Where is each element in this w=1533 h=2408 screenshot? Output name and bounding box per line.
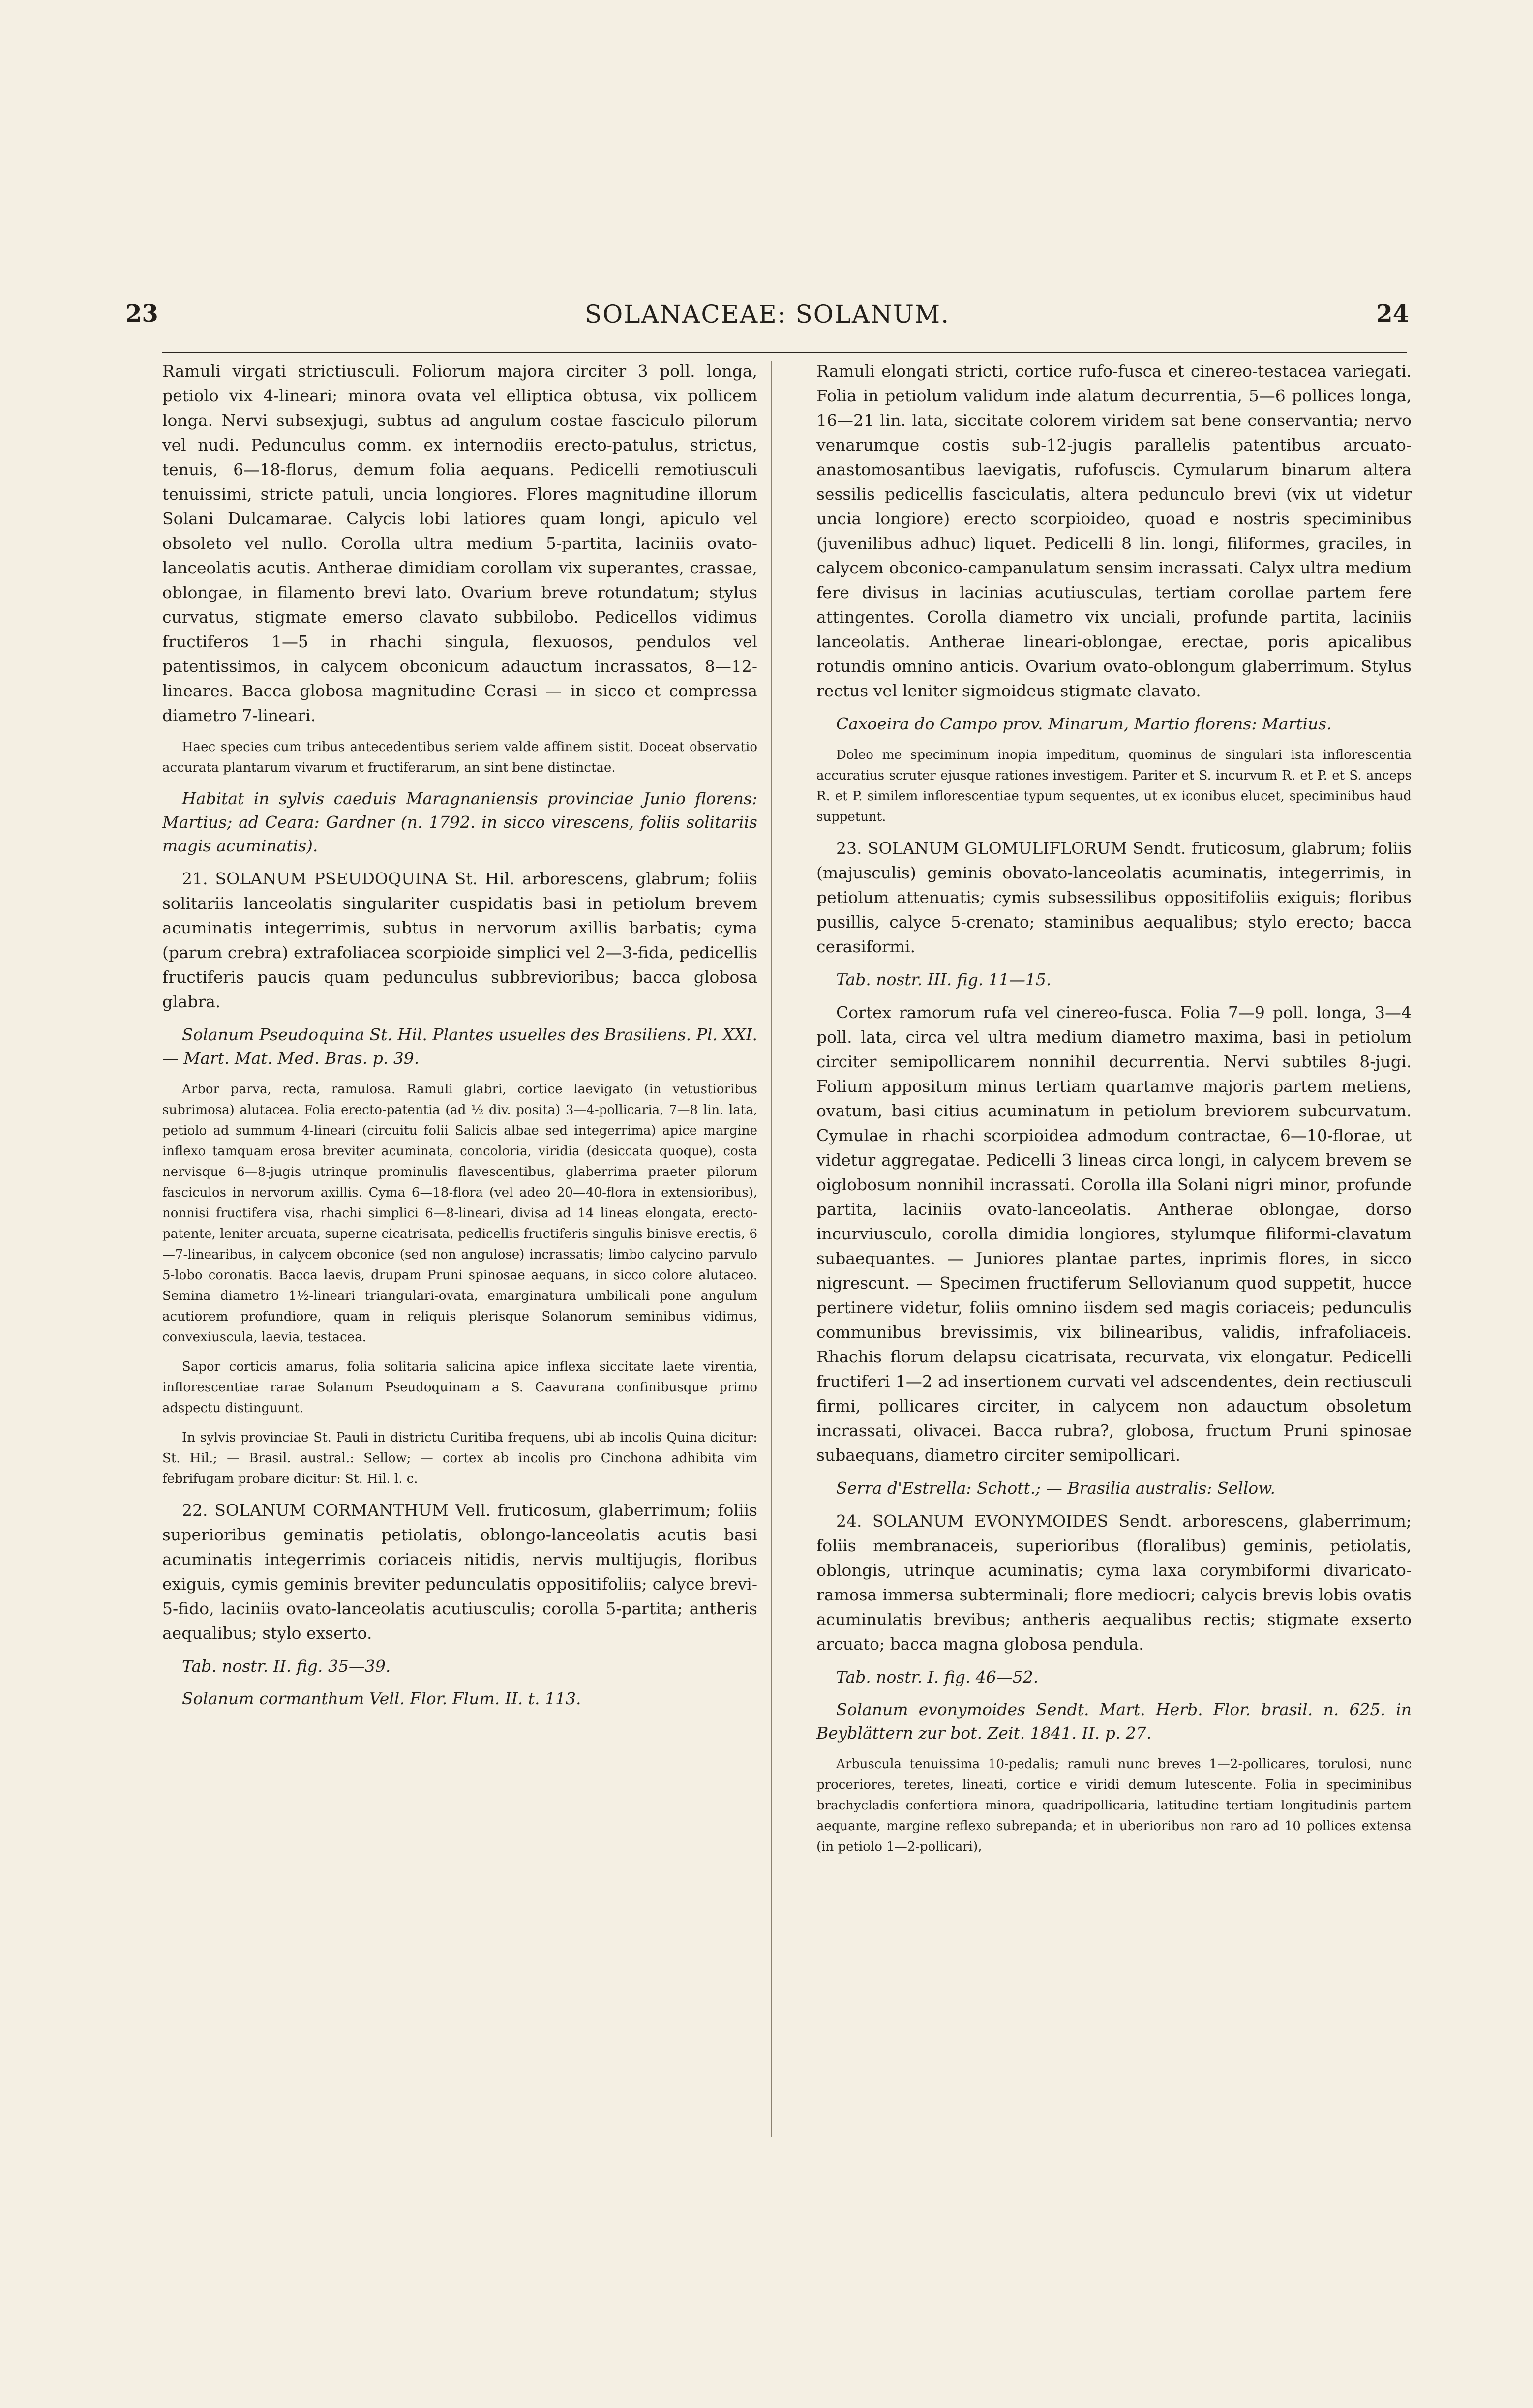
paragraph: In sylvis provinciae St. Pauli in districtu Curitiba frequens, ubi ab incolis Quina dicitur: St. Hil.; — Brasil. austral.: Sellow; — cortex ab incolis pro Cinchona adhibita vim febrifugam probare dicitur: St. Hil. l. c. [162, 1430, 757, 1486]
paragraph: Ramuli virgati strictiusculi. Foliorum majora circiter 3 poll. longa, petiolo vix 4-lineari; minora ovata vel elliptica obtusa, vix pollicem longa. Nervi subsexjugi, subtus ad angulum costae fasciculo pilorum vel nudi. Pedunculus comm. ex internodiis erecto-patulus, strictus, tenuis, 6—18-florus, demum folia aequans. Pedicelli remotiusculi tenuissimi, stricte patuli, uncia longiores. Flores magnitudine illorum Solani Dulcamarae. Calycis lobi latiores quam longi, apiculo vel obsoleto vel nullo. Corolla ultra medium 5-partita, laciniis ovato-lanceolatis acutis. Antherae dimidiam corollam vix superantes, crassae, oblongae, in filamento brevi lato. Ovarium breve rotundatum; stylus curvatus, stigmate emerso clavato subbilobo. Pedicellos vidimus fructiferos 1—5 in rhachi singula, flexuosos, pendulos vel patentissimos, in calycem obconicum adauctum incrassatos, 8—12-lineares. Bacca globosa magnitudine Cerasi — in sicco et compressa diametro 7-lineari. [162, 361, 757, 725]
header-rule [162, 352, 1407, 353]
paragraph: 21. SOLANUM PSEUDOQUINA St. Hil. arborescens, glabrum; foliis solitariis lanceolatis singulariter cuspidatis basi in petiolum brevem acuminatis integerrimis, subtus in nervorum axillis barbatis; cyma (parum crebra) extrafoliacea scorpioide simplici vel 2—3-fida, pedicellis fructiferis paucis quam pedunculus subbrevioribus; bacca globosa glabra. [162, 869, 757, 1011]
page-header [125, 300, 1409, 339]
paragraph: Tab. nostr. II. fig. 35—39. [182, 1656, 391, 1676]
paragraph: Haec species cum tribus antecedentibus seriem valde affinem sistit. Doceat observatio accurata plantarum vivarum et fructiferarum, an sint bene distinctae. [162, 740, 757, 775]
paragraph: Doleo me speciminum inopia impeditum, quominus de singulari ista inflorescentia accuratius scruter ejusque rationes investigem. Pariter et S. incurvum R. et P. et S. anceps R. et P. similem inflorescentiae typum sequentes, ut ex iconibus elucet, speciminibus haud suppetunt. [816, 748, 1412, 824]
paragraph: 23. SOLANUM GLOMULIFLORUM Sendt. fruticosum, glabrum; foliis (majusculis) geminis obovato-lanceolatis acuminatis, integerrimis, in petiolum attenuatis; cymis subsessilibus oppositifoliis exiguis; floribus pusillis, calyce 5-crenato; staminibus aequalibus; stylo erecto; bacca cerasiformi. [816, 839, 1412, 956]
paragraph: Ramuli elongati stricti, cortice rufo-fusca et cinereo-testacea variegati. Folia in petiolum validum inde alatum decurrentia, 5—6 pollices longa, 16—21 lin. lata, siccitate colorem viridem sat bene conservantia; nervo venarumque costis sub-12-jugis parallelis patentibus arcuato-anastomosantibus laevigatis, rufofuscis. Cymularum binarum altera sessilis pedicellis fasciculatis, altera pedunculo brevi (vix ut videtur uncia longiore) erecto scorpioideo, quoad e nostris speciminibus (juvenilibus adhuc) liquet. Pedicelli 8 lin. longi, filiformes, graciles, in calycem obconico-campanulatum sensim incrassati. Calyx ultra medium fere divisus in lacinias acutiusculas, tertiam corollae partem fere attingentes. Corolla diametro vix unciali, profunde partita, laciniis lanceolatis. Antherae lineari-oblongae, erectae, poris apicalibus rotundis omnino anticis. Ovarium ovato-oblongum glaberrimum. Stylus rectus vel leniter sigmoideus stigmate clavato. [816, 361, 1412, 700]
paragraph: Arbor parva, recta, ramulosa. Ramuli glabri, cortice laevigato (in vetustioribus subrimosa) alutacea. Folia erecto-patentia (ad ½ div. posita) 3—4-pollicaria, 7—8 lin. lata, petiolo ad summum 4-lineari (circuitu folii Salicis albae sed integerrima) apice margine inflexo tamquam erosa breviter acuminata, concoloria, viridia (desiccata quoque), costa nervisque 6—8-jugis utrinque prominulis flavescentibus, glaberrima praeter pilorum fasciculos in nervorum axillis. Cyma 6—18-flora (vel adeo 20—40-flora in extensioribus), nonnisi fructifera visa, rhachi simplici 6—8-lineari, divisa ad 14 lineas elongata, erecto-patente, leniter arcuata, superne cicatrisata, pedicellis fructiferis singulis binisve erectis, 6—7-linearibus, in calycem obconice (sed non angulose) incrassatis; limbo calycino parvulo 5-lobo coronatis. Bacca laevis, drupam Pruni spinosae aequans, in sicco colore alutaceo. Semina diametro 1½-lineari triangulari-ovata, emarginatura umbilicali pone angulum acutiorem profundiore, quam in reliquis plerisque Solanorum seminibus vidimus, convexiuscula, laevia, testacea. [162, 1082, 757, 1345]
left-column [162, 359, 757, 1719]
paragraph: Tab. nostr. III. fig. 11—15. [836, 970, 1052, 989]
column-divider [771, 361, 772, 2137]
page-number-right: 24 [1376, 300, 1409, 328]
paragraph: 24. SOLANUM EVONYMOIDES Sendt. arborescens, glaberrimum; foliis membranaceis, superioribus (floralibus) geminis, petiolatis, oblongis, utrinque acuminatis; cyma laxa corymbiformi divaricato-ramosa immersa subterminali; flore mediocri; calycis brevis lobis ovatis acuminulatis brevibus; antheris aequalibus rectis; stigmate exserto arcuato; bacca magna globosa pendula. [816, 1511, 1412, 1654]
paragraph: Arbuscula tenuissima 10-pedalis; ramuli nunc breves 1—2-pollicares, torulosi, nunc proceriores, teretes, lineati, cortice e viridi demum lutescente. Folia in speciminibus brachycladis confertiora minora, quadripollicaria, latitudine tertiam longitudinis partem aequante, margine reflexo subrepanda; et in uberioribus non raro ad 10 pollices extensa (in petiolo 1—2-pollicari), [816, 1757, 1412, 1854]
running-title: SOLANACEAE: SOLANUM. [584, 300, 950, 329]
paragraph: Solanum evonymoides Sendt. Mart. Herb. Flor. brasil. n. 625. in Beyblättern zur bot. Zeit. 1841. II. p. 27. [816, 1700, 1412, 1743]
paragraph: Cortex ramorum rufa vel cinereo-fusca. Folia 7—9 poll. longa, 3—4 poll. lata, circa vel ultra medium diametro maxima, basi in petiolum circiter semipollicarem nonnihil decurrentia. Nervi subtiles 8-jugi. Folium appositum minus tertiam quartamve majoris partem metiens, ovatum, basi citius acuminatum in petiolum breviorem subcurvatum. Cymulae in rhachi scorpioidea admodum contractae, 6—10-florae, ut videtur aggregatae. Pedicelli 3 lineas circa longi, in calycem brevem se oiglobosum nonnihil incrassati. Corolla illa Solani nigri minor, profunde partita, laciniis ovato-lanceolatis. Antherae oblongae, dorso incurviusculo, corolla dimidia longiores, stylumque filiformi-clavatum subaequantes. — Juniores plantae partes, inprimis flores, in sicco nigrescunt. — Specimen fructiferum Sellovianum quod suppetit, hucce pertinere videtur, foliis omnino iisdem sed magis coriaceis; pedunculis communibus brevissimis, vix bilinearibus, validis, infrafoliaceis. Rhachis florum delapsu cicatrisata, recurvata, vix elongatur. Pedicelli fructiferi 1—2 ad insertionem curvati vel adscendentes, dein rectiusculi firmi, pollicares circiter, in calycem non adauctum obsoletum incrassati, olivacei. Bacca rubra?, globosa, fructum Pruni spinosae subaequans, diametro circiter semipollicari. [816, 1003, 1412, 1465]
paragraph: Habitat in sylvis caeduis Maragnaniensis provinciae Junio florens: Martius; ad Ceara: Gardner (n. 1792. in sicco virescens, foliis solitariis magis acuminatis). [162, 789, 757, 855]
paragraph: 22. SOLANUM CORMANTHUM Vell. fruticosum, glaberrimum; foliis superioribus geminatis petiolatis, oblongo-lanceolatis acutis basi acuminatis integerrimis coriaceis nitidis, nervis multijugis, floribus exiguis, cymis geminis breviter pedunculatis oppositifoliis; calyce brevi-5-fido, laciniis ovato-lanceolatis acutiusculis; corolla 5-partita; antheris aequalibus; stylo exserto. [162, 1501, 757, 1643]
page-number-left: 23 [125, 300, 158, 328]
paragraph: Tab. nostr. I. fig. 46—52. [836, 1667, 1039, 1686]
right-column [816, 359, 1412, 1866]
paragraph: Caxoeira do Campo prov. Minarum, Martio florens: Martius. [836, 714, 1332, 733]
paragraph: Solanum cormanthum Vell. Flor. Flum. II. t. 113. [182, 1689, 581, 1708]
paragraph: Serra d'Estrella: Schott.; — Brasilia australis: Sellow. [836, 1478, 1275, 1498]
paragraph: Solanum Pseudoquina St. Hil. Plantes usuelles des Brasiliens. Pl. XXI. — Mart. Mat. Med. Bras. p. 39. [162, 1025, 757, 1068]
paragraph: Sapor corticis amarus, folia solitaria salicina apice inflexa siccitate laete virentia, inflorescentiae rarae Solanum Pseudoquinam a S. Caavurana confinibusque primo adspectu distinguunt. [162, 1359, 757, 1415]
